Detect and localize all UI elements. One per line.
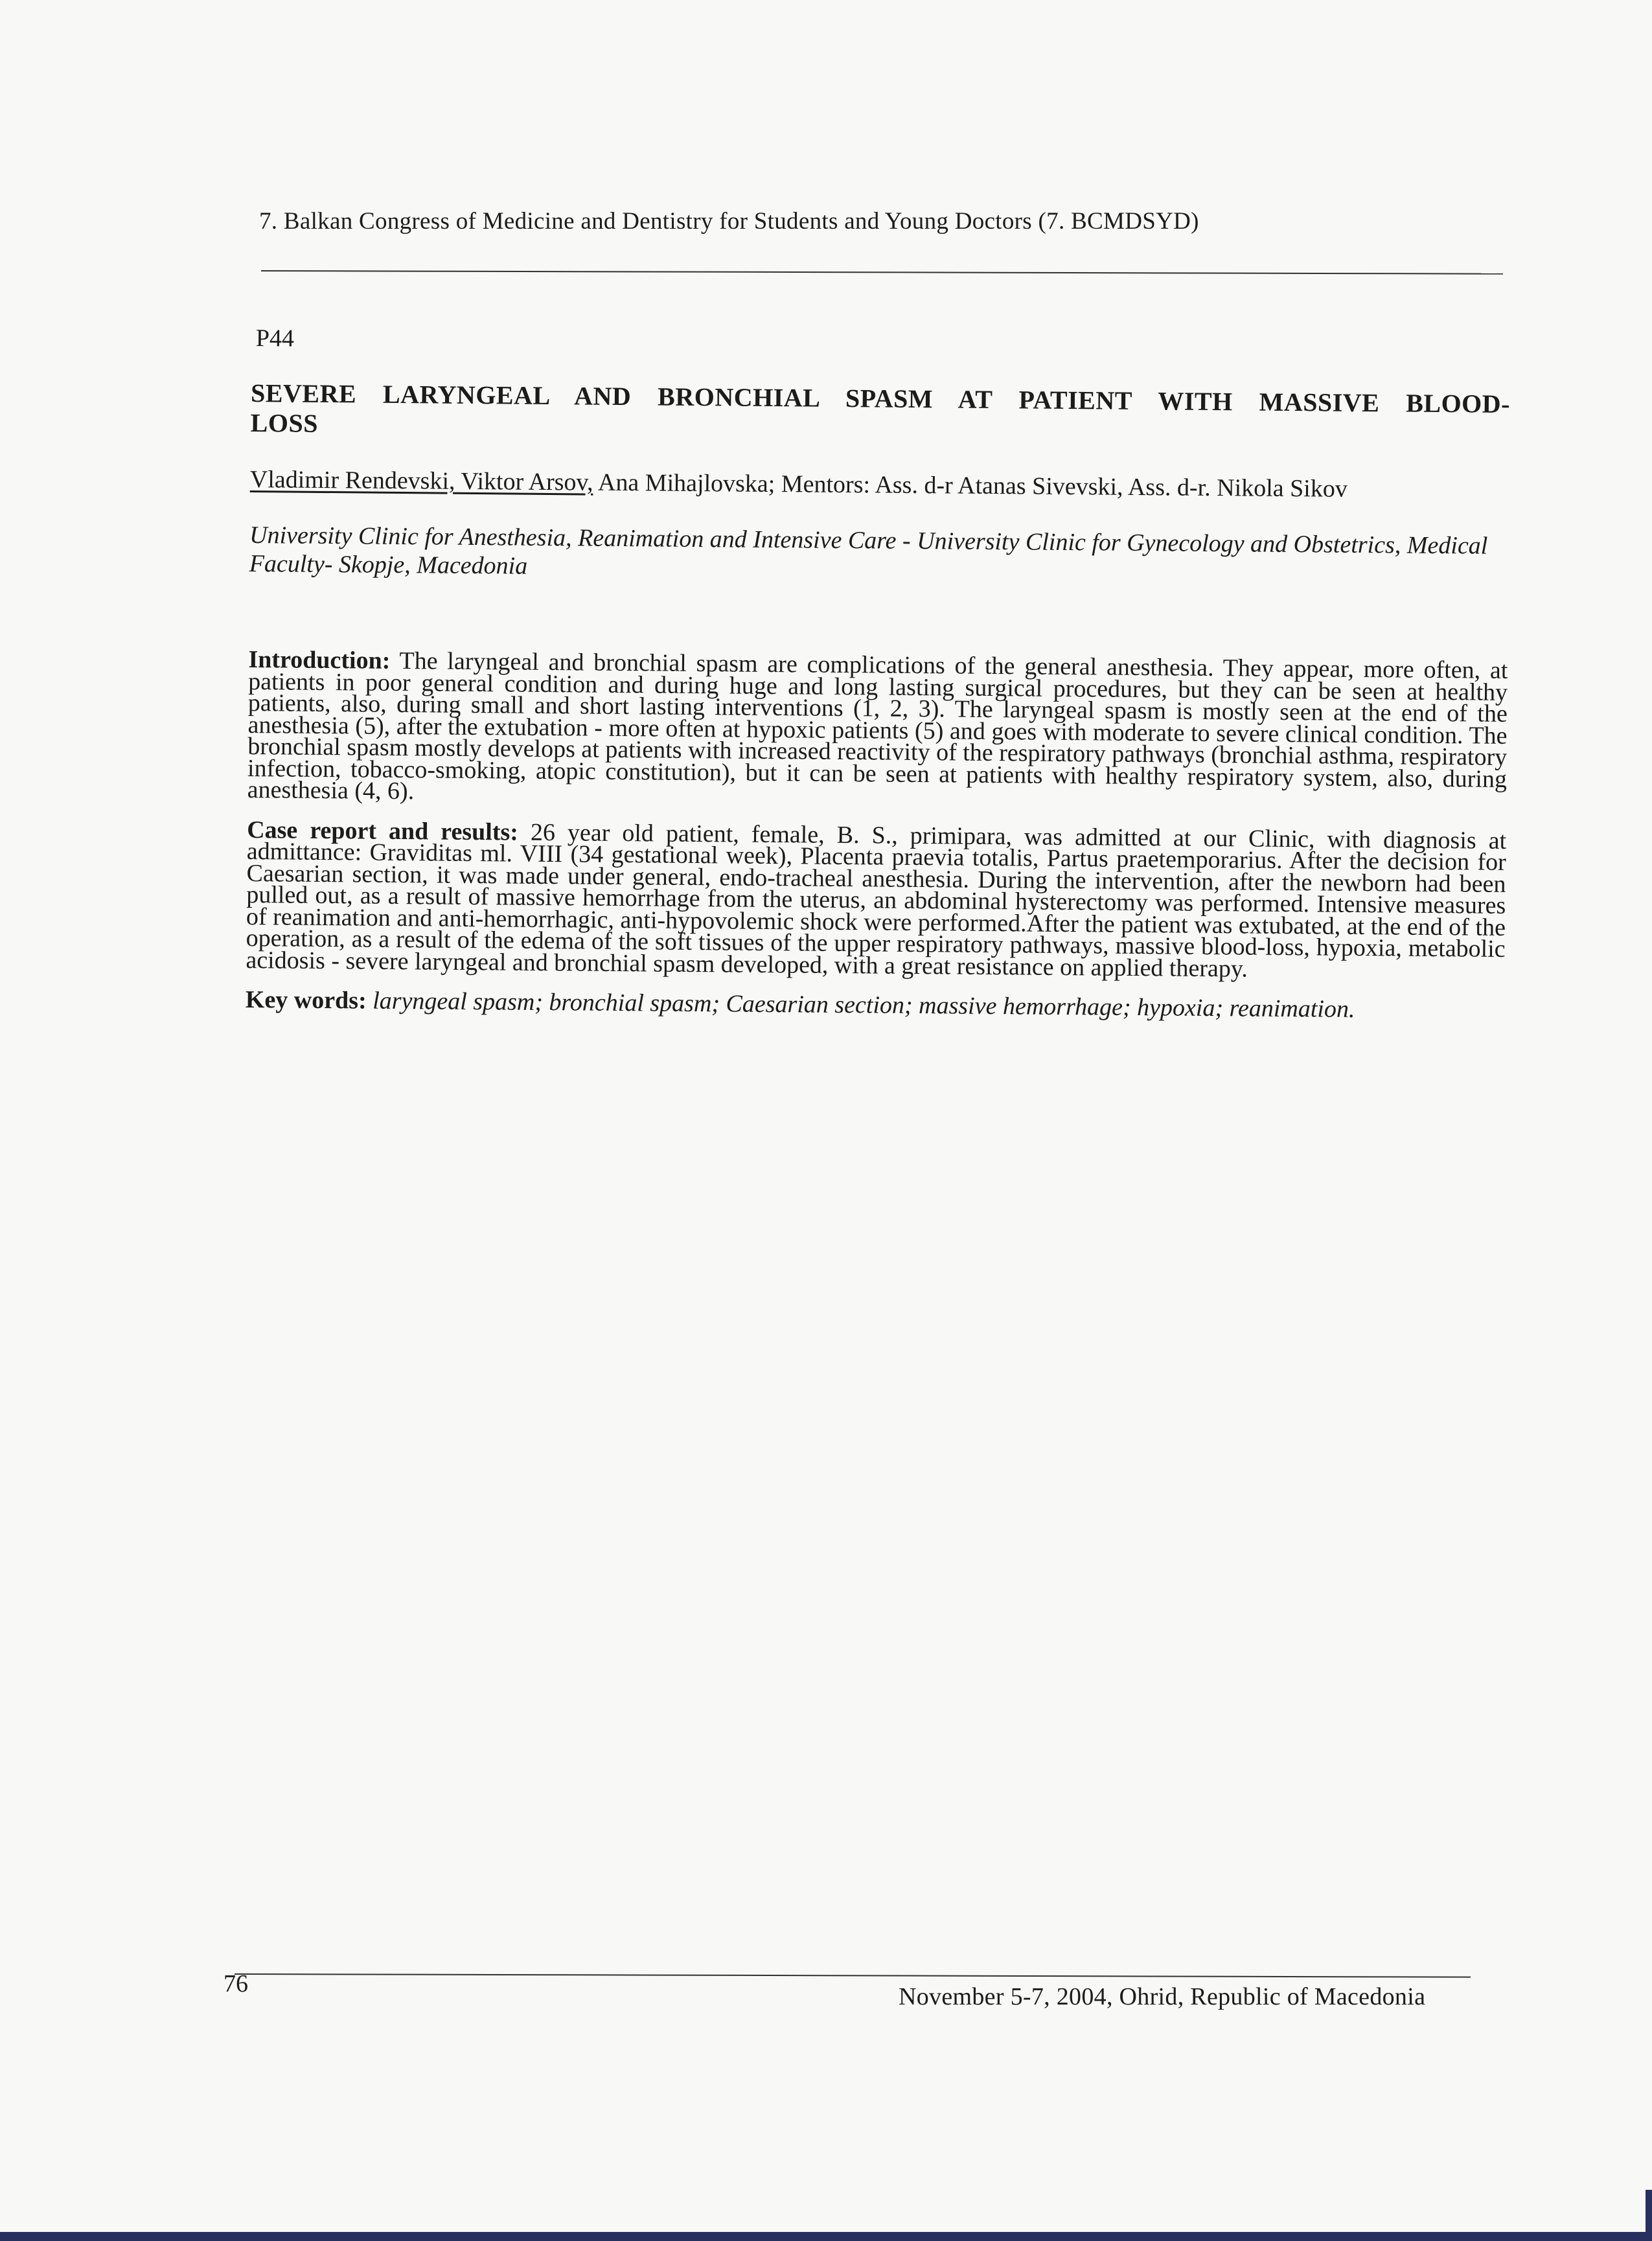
introduction-paragraph — [247, 645, 1508, 812]
keywords-label: Key words: — [245, 985, 367, 1015]
case-report-label: Case report and results: — [247, 816, 519, 846]
authors-underlined: Vladimir Rendevski, Viktor Arsov, — [249, 465, 593, 496]
footer-rule — [235, 1973, 1471, 1978]
scan-edge-corner — [1646, 2190, 1652, 2241]
authors — [250, 465, 1509, 505]
keywords-paragraph — [245, 985, 1505, 1023]
introduction-label: Introduction: — [248, 645, 391, 674]
affiliation: University Clinic for Anesthesia, Reanimation and Intensive Care - University Clinic for Gynecology and Obstetrics, Medical Faculty- Skopje, Macedonia — [249, 521, 1488, 580]
case-report-paragraph — [246, 816, 1507, 982]
case-report-text: 26 year old patient, female, B. S., primipara, was admitted at our Clinic, with diagnosis at admittance: Graviditas ml. VIII (34 gestational week), Placenta praevia totalis, Partus praetemporarius. After the decision for Caesarian section, it was made under general, endo-tracheal anesthesia. During the intervention, after the newborn had been pulled out, as a result of massive hemorrhage from the uterus, an abdominal hysterectomy was performed. Intensive measures of reanimation and anti-hemorrhagic, anti-hypovolemic shock were performed.After the patient was extubated, at the end of the operation, as a result of the edema of the soft tissues of the upper respiratory pathways, massive blood-loss, hypoxia, metabolic acidosis - severe laryngeal and bronchial spasm developed, with a great resistance on applied therapy. — [246, 818, 1507, 982]
abstract — [246, 324, 1511, 1040]
footer-date-place: November 5-7, 2004, Ohrid, Republic of Macedonia — [899, 1983, 1426, 2010]
authors-rest: Ana Mihajlovska; Mentors: Ass. d-r Atanas Sivevski, Ass. d-r. Nikola Sikov — [593, 468, 1348, 503]
scan-edge — [0, 2232, 1652, 2241]
abstract-code: P44 — [255, 325, 295, 352]
introduction-text: The laryngeal and bronchial spasm are complications of the general anesthesia. They appear, more often, at patients in poor general condition and during huge and long lasting surgical procedures, but they can be seen at healthy patients, also, during small and short lasting interventions (1, 2, 3). The laryngeal spasm is mostly seen at the end of the anesthesia (5), after the extubation - more often at hypoxic patients (5) and goes with moderate to severe clinical condition. The bronchial spasm mostly develops at patients with increased reactivity of the respiratory pathways (bronchial asthma, respiratory infection, tobacco-smoking, atopic constitution), but it can be seen at patients with healthy respiratory system, also, during anesthesia (4, 6). — [247, 647, 1508, 805]
running-head: 7. Balkan Congress of Medicine and Dentistry for Students and Young Doctors (7. BCMDSYD) — [259, 208, 1199, 235]
abstract-title: SEVERE LARYNGEAL AND BRONCHIAL SPASM AT PATIENT WITH MASSIVE BLOOD-LOSS — [250, 378, 1511, 438]
header-rule — [261, 270, 1503, 275]
keywords-text: laryngeal spasm; bronchial spasm; Caesarian section; massive hemorrhage; hypoxia; reanimation. — [366, 987, 1355, 1023]
page-number: 76 — [224, 1970, 248, 1997]
